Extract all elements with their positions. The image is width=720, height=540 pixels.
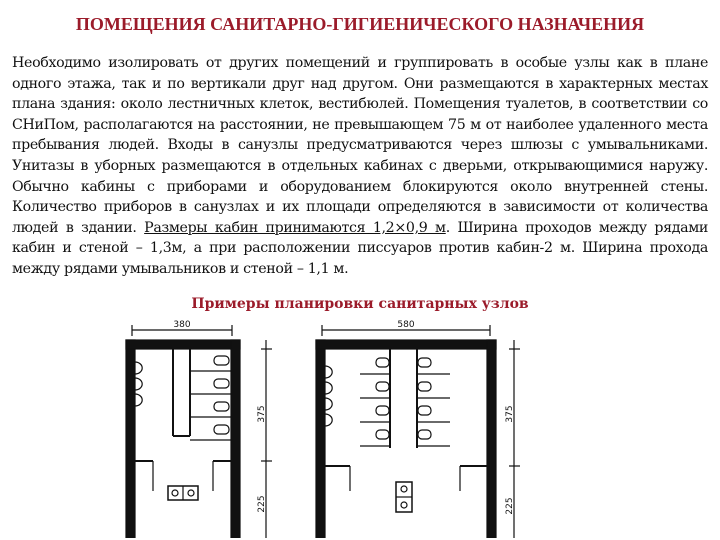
upper-depth-label: 375	[505, 405, 515, 423]
urinal-row	[135, 362, 142, 406]
depth-dimensions	[505, 340, 520, 538]
walls	[316, 340, 496, 538]
washbasins	[396, 482, 412, 512]
width-dimension	[132, 320, 232, 336]
floor-plan-2	[300, 316, 530, 538]
width-label: 580	[397, 320, 415, 330]
washbasins	[168, 486, 198, 500]
floor-plan-1	[118, 316, 283, 538]
body-paragraph	[12, 53, 708, 280]
body-text-underlined: Размеры кабин принимаются 1,2×0,9 м	[144, 219, 446, 236]
slide-title: ПОМЕЩЕНИЯ САНИТАРНО-ГИГИЕНИЧЕСКОГО НАЗНАЧЕНИЯ	[75, 14, 645, 34]
walls	[126, 340, 240, 538]
toilet-cabins	[360, 349, 450, 448]
width-dimension	[322, 320, 490, 336]
width-label: 380	[173, 320, 191, 330]
urinal-row	[325, 366, 332, 426]
body-text-part1: Необходимо изолировать от других помещений и группировать в особые узлы как в плане одного этажа, так и по вертикали друг над другом. Они размещаются в характерных местах плана здания: около лестничных клеток, вестибюлей. Помещения туалетов, в соответствии со СНиПом, располагаются на расстоянии, не превышающем 75 м от наиболее удаленного места пребывания людей. Входы в санузлы предусматриваются через шлюзы с умывальниками. Унитазы в уборных размещаются в отдельных кабинах с дверьми, открывающимися наружу. Обычно кабины с приборами и оборудованием блокируются около внутренней стены. Количество приборов в санузлах и их площади определяются в зависимости от количества людей в здании.	[12, 55, 708, 236]
upper-depth-label: 375	[257, 405, 267, 423]
lower-depth-label: 225	[257, 495, 267, 513]
body-text-part2: . Ширина проходов между рядами кабин и стеной – 1,3м, а при расположении писсуаров против кабин-2 м. Ширина прохода между рядами умывальников и стеной – 1,1 м.	[12, 219, 709, 277]
toilet-cabins	[173, 349, 231, 440]
lower-depth-label: 225	[505, 497, 515, 515]
section-subtitle: Примеры планировки санитарных узлов	[191, 296, 529, 312]
depth-dimensions	[257, 340, 272, 538]
